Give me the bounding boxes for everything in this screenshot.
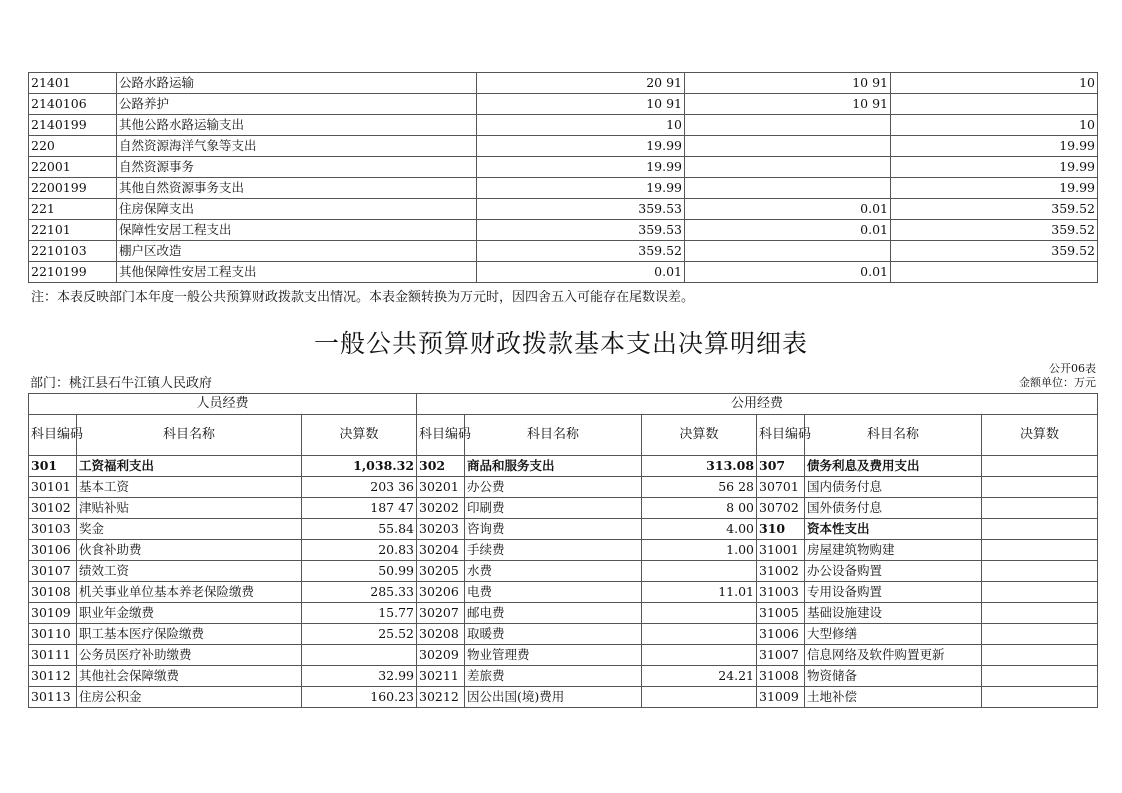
project-cell: 10 bbox=[891, 73, 1098, 94]
amount-cell bbox=[982, 582, 1098, 603]
code-cell: 2210103 bbox=[29, 241, 117, 262]
public-header: 公用经费 bbox=[417, 394, 1098, 415]
table-row bbox=[29, 561, 1098, 582]
basic-cell: 0.01 bbox=[685, 220, 891, 241]
name-cell: 商品和服务支出 bbox=[465, 456, 642, 477]
name-cell: 自然资源海洋气象等支出 bbox=[117, 136, 477, 157]
amount-cell bbox=[982, 519, 1098, 540]
code-cell: 31001 bbox=[757, 540, 805, 561]
project-cell: 359.52 bbox=[891, 241, 1098, 262]
amount-cell: 313.08 bbox=[642, 456, 757, 477]
amount-cell bbox=[982, 687, 1098, 708]
amount-cell bbox=[642, 645, 757, 666]
name-cell: 取暖费 bbox=[465, 624, 642, 645]
amount-cell: 1.00 bbox=[642, 540, 757, 561]
personnel-header: 人员经费 bbox=[29, 394, 417, 415]
basic-cell: 10 91 bbox=[685, 94, 891, 115]
name-cell: 基础设施建设 bbox=[805, 603, 982, 624]
name-header: 科目名称 bbox=[805, 415, 982, 456]
name-cell: 绩效工资 bbox=[77, 561, 302, 582]
amount-cell: 15.77 bbox=[302, 603, 417, 624]
amount-cell bbox=[982, 456, 1098, 477]
table-row bbox=[29, 199, 1098, 220]
basic-cell: 10 91 bbox=[685, 73, 891, 94]
amount-cell bbox=[982, 498, 1098, 519]
code-cell: 30211 bbox=[417, 666, 465, 687]
name-cell: 住房保障支出 bbox=[117, 199, 477, 220]
amount-cell bbox=[982, 540, 1098, 561]
project-cell bbox=[891, 94, 1098, 115]
code-cell: 31005 bbox=[757, 603, 805, 624]
total-cell: 19.99 bbox=[477, 178, 685, 199]
code-cell: 31002 bbox=[757, 561, 805, 582]
amount-cell: 24.21 bbox=[642, 666, 757, 687]
project-cell: 19.99 bbox=[891, 136, 1098, 157]
code-cell: 30204 bbox=[417, 540, 465, 561]
amount-cell bbox=[982, 477, 1098, 498]
name-cell: 其他公路水路运输支出 bbox=[117, 115, 477, 136]
basic-cell bbox=[685, 178, 891, 199]
name-cell: 自然资源事务 bbox=[117, 157, 477, 178]
code-cell: 30212 bbox=[417, 687, 465, 708]
total-cell: 0.01 bbox=[477, 262, 685, 283]
amount-cell: 4.00 bbox=[642, 519, 757, 540]
basic-expenditure-detail-table bbox=[28, 393, 1098, 708]
amount-cell: 187 47 bbox=[302, 498, 417, 519]
table-row bbox=[29, 624, 1098, 645]
form-number: 公开06表 bbox=[1049, 362, 1096, 375]
top-expenditure-table bbox=[28, 72, 1098, 283]
amount-cell bbox=[642, 561, 757, 582]
name-cell: 津贴补贴 bbox=[77, 498, 302, 519]
name-cell: 办公费 bbox=[465, 477, 642, 498]
code-cell: 31009 bbox=[757, 687, 805, 708]
name-cell: 资本性支出 bbox=[805, 519, 982, 540]
table-row bbox=[29, 178, 1098, 199]
basic-cell bbox=[685, 157, 891, 178]
name-cell: 其他自然资源事务支出 bbox=[117, 178, 477, 199]
name-cell: 信息网络及软件购置更新 bbox=[805, 645, 982, 666]
code-cell: 30108 bbox=[29, 582, 77, 603]
table-row bbox=[29, 498, 1098, 519]
name-cell: 水费 bbox=[465, 561, 642, 582]
name-cell: 土地补偿 bbox=[805, 687, 982, 708]
basic-cell bbox=[685, 115, 891, 136]
name-cell: 电费 bbox=[465, 582, 642, 603]
code-cell: 21401 bbox=[29, 73, 117, 94]
table-note: 注：本表反映部门本年度一般公共预算财政拨款支出情况。本表金额转换为万元时，因四舍五入可能存在尾数误差。 bbox=[31, 290, 695, 305]
name-cell: 住房公积金 bbox=[77, 687, 302, 708]
page-title: 一般公共预算财政拨款基本支出决算明细表 bbox=[313, 329, 808, 358]
table-row bbox=[29, 582, 1098, 603]
name-cell: 物资储备 bbox=[805, 666, 982, 687]
code-cell: 2210199 bbox=[29, 262, 117, 283]
code-cell: 22001 bbox=[29, 157, 117, 178]
name-cell: 伙食补助费 bbox=[77, 540, 302, 561]
project-cell: 359.52 bbox=[891, 220, 1098, 241]
amount-cell bbox=[982, 666, 1098, 687]
table-row bbox=[29, 157, 1098, 178]
name-cell: 国内债务付息 bbox=[805, 477, 982, 498]
name-cell: 因公出国(境)费用 bbox=[465, 687, 642, 708]
name-cell: 房屋建筑物购建 bbox=[805, 540, 982, 561]
table-row bbox=[29, 241, 1098, 262]
code-cell: 30112 bbox=[29, 666, 77, 687]
code-cell: 2140106 bbox=[29, 94, 117, 115]
project-cell: 19.99 bbox=[891, 178, 1098, 199]
name-cell: 职工基本医疗保险缴费 bbox=[77, 624, 302, 645]
name-cell: 棚户区改造 bbox=[117, 241, 477, 262]
project-cell: 359.52 bbox=[891, 199, 1098, 220]
basic-cell bbox=[685, 241, 891, 262]
code-cell: 221 bbox=[29, 199, 117, 220]
code-cell: 307 bbox=[757, 456, 805, 477]
total-cell: 10 91 bbox=[477, 94, 685, 115]
amount-cell: 8 00 bbox=[642, 498, 757, 519]
code-header: 科目编码 bbox=[417, 415, 465, 456]
amount-cell bbox=[642, 687, 757, 708]
code-cell: 30109 bbox=[29, 603, 77, 624]
code-cell: 30103 bbox=[29, 519, 77, 540]
amount-cell bbox=[302, 645, 417, 666]
project-cell: 19.99 bbox=[891, 157, 1098, 178]
code-cell: 302 bbox=[417, 456, 465, 477]
detail-table-body bbox=[29, 394, 1098, 708]
name-cell: 咨询费 bbox=[465, 519, 642, 540]
amount-cell: 32.99 bbox=[302, 666, 417, 687]
amount-cell bbox=[982, 624, 1098, 645]
amount-cell bbox=[982, 603, 1098, 624]
code-cell: 30102 bbox=[29, 498, 77, 519]
total-cell: 359.52 bbox=[477, 241, 685, 262]
table-row bbox=[29, 262, 1098, 283]
project-cell: 10 bbox=[891, 115, 1098, 136]
total-cell: 10 bbox=[477, 115, 685, 136]
code-cell: 2140199 bbox=[29, 115, 117, 136]
code-cell: 30113 bbox=[29, 687, 77, 708]
code-cell: 30107 bbox=[29, 561, 77, 582]
name-cell: 大型修缮 bbox=[805, 624, 982, 645]
code-cell: 301 bbox=[29, 456, 77, 477]
total-cell: 19.99 bbox=[477, 157, 685, 178]
amount-cell bbox=[982, 645, 1098, 666]
code-cell: 30106 bbox=[29, 540, 77, 561]
code-cell: 30101 bbox=[29, 477, 77, 498]
code-cell: 31003 bbox=[757, 582, 805, 603]
code-header: 科目编码 bbox=[757, 415, 805, 456]
table-row bbox=[29, 136, 1098, 157]
code-cell: 310 bbox=[757, 519, 805, 540]
department-label: 部门：桃江县石牛江镇人民政府 bbox=[30, 376, 213, 391]
table-row bbox=[29, 73, 1098, 94]
amount-cell bbox=[642, 603, 757, 624]
total-cell: 359.53 bbox=[477, 199, 685, 220]
code-cell: 31008 bbox=[757, 666, 805, 687]
amount-cell: 56 28 bbox=[642, 477, 757, 498]
name-cell: 手续费 bbox=[465, 540, 642, 561]
code-cell: 30201 bbox=[417, 477, 465, 498]
name-header: 科目名称 bbox=[77, 415, 302, 456]
name-cell: 债务利息及费用支出 bbox=[805, 456, 982, 477]
name-cell: 印刷费 bbox=[465, 498, 642, 519]
name-cell: 公务员医疗补助缴费 bbox=[77, 645, 302, 666]
name-cell: 保障性安居工程支出 bbox=[117, 220, 477, 241]
table-row bbox=[29, 94, 1098, 115]
code-cell: 30206 bbox=[417, 582, 465, 603]
name-cell: 其他保障性安居工程支出 bbox=[117, 262, 477, 283]
name-cell: 国外债务付息 bbox=[805, 498, 982, 519]
total-cell: 20 91 bbox=[477, 73, 685, 94]
code-cell: 30208 bbox=[417, 624, 465, 645]
table-row bbox=[29, 115, 1098, 136]
amount-cell: 285.33 bbox=[302, 582, 417, 603]
group-header-row bbox=[29, 394, 1098, 415]
table-row bbox=[29, 519, 1098, 540]
code-cell: 30209 bbox=[417, 645, 465, 666]
name-cell: 其他社会保障缴费 bbox=[77, 666, 302, 687]
name-cell: 机关事业单位基本养老保险缴费 bbox=[77, 582, 302, 603]
code-cell: 30202 bbox=[417, 498, 465, 519]
name-cell: 邮电费 bbox=[465, 603, 642, 624]
code-cell: 2200199 bbox=[29, 178, 117, 199]
top-table-body bbox=[29, 73, 1098, 283]
name-cell: 物业管理费 bbox=[465, 645, 642, 666]
table-row bbox=[29, 645, 1098, 666]
name-cell: 公路养护 bbox=[117, 94, 477, 115]
name-cell: 职业年金缴费 bbox=[77, 603, 302, 624]
name-cell: 奖金 bbox=[77, 519, 302, 540]
amount-cell bbox=[982, 561, 1098, 582]
code-cell: 30111 bbox=[29, 645, 77, 666]
table-row bbox=[29, 687, 1098, 708]
amount-cell: 55.84 bbox=[302, 519, 417, 540]
basic-cell: 0.01 bbox=[685, 199, 891, 220]
total-cell: 19.99 bbox=[477, 136, 685, 157]
table-row bbox=[29, 477, 1098, 498]
code-cell: 30701 bbox=[757, 477, 805, 498]
code-cell: 31007 bbox=[757, 645, 805, 666]
amount-cell: 20.83 bbox=[302, 540, 417, 561]
code-cell: 30702 bbox=[757, 498, 805, 519]
amount-cell: 160.23 bbox=[302, 687, 417, 708]
name-cell: 基本工资 bbox=[77, 477, 302, 498]
amount-cell: 11.01 bbox=[642, 582, 757, 603]
code-header: 科目编码 bbox=[29, 415, 77, 456]
table-row bbox=[29, 603, 1098, 624]
table-row bbox=[29, 220, 1098, 241]
code-cell: 30203 bbox=[417, 519, 465, 540]
amount-header: 决算数 bbox=[642, 415, 757, 456]
name-cell: 差旅费 bbox=[465, 666, 642, 687]
name-header: 科目名称 bbox=[465, 415, 642, 456]
amount-cell: 203 36 bbox=[302, 477, 417, 498]
name-cell: 工资福利支出 bbox=[77, 456, 302, 477]
code-cell: 22101 bbox=[29, 220, 117, 241]
code-cell: 30110 bbox=[29, 624, 77, 645]
code-cell: 30205 bbox=[417, 561, 465, 582]
amount-cell: 25.52 bbox=[302, 624, 417, 645]
code-cell: 31006 bbox=[757, 624, 805, 645]
name-cell: 办公设备购置 bbox=[805, 561, 982, 582]
amount-header: 决算数 bbox=[302, 415, 417, 456]
code-cell: 30207 bbox=[417, 603, 465, 624]
amount-cell bbox=[642, 624, 757, 645]
column-header-row bbox=[29, 415, 1098, 456]
name-cell: 公路水路运输 bbox=[117, 73, 477, 94]
amount-unit: 金额单位：万元 bbox=[1019, 376, 1096, 389]
table-row bbox=[29, 666, 1098, 687]
amount-cell: 50.99 bbox=[302, 561, 417, 582]
table-row bbox=[29, 540, 1098, 561]
basic-cell: 0.01 bbox=[685, 262, 891, 283]
amount-cell: 1,038.32 bbox=[302, 456, 417, 477]
code-cell: 220 bbox=[29, 136, 117, 157]
table-row bbox=[29, 456, 1098, 477]
project-cell bbox=[891, 262, 1098, 283]
basic-cell bbox=[685, 136, 891, 157]
name-cell: 专用设备购置 bbox=[805, 582, 982, 603]
total-cell: 359.53 bbox=[477, 220, 685, 241]
amount-header: 决算数 bbox=[982, 415, 1098, 456]
